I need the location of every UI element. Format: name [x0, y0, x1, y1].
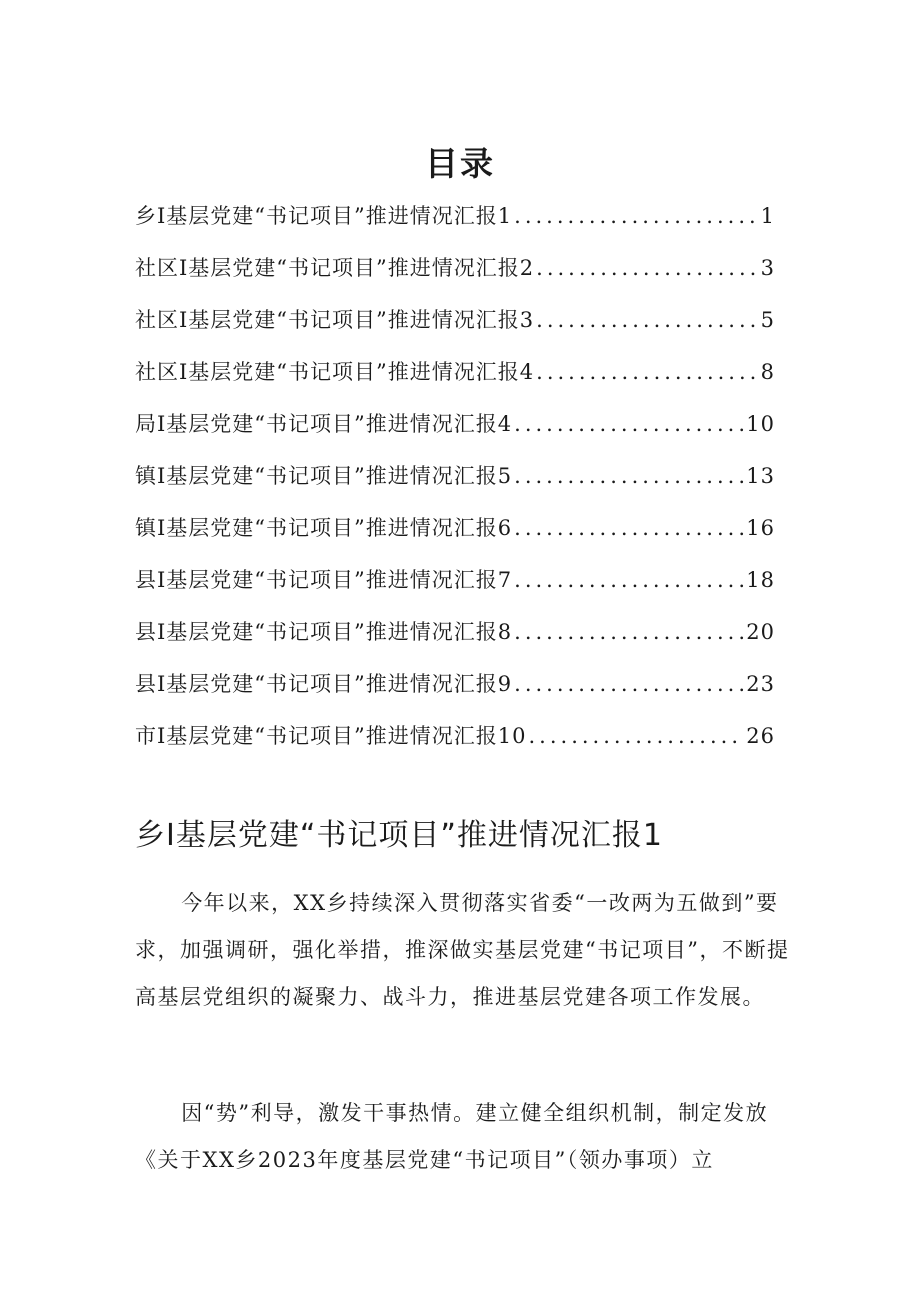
toc-entry-label: 社区Ⅰ基层党建“书记项目”推进情况汇报4 — [135, 360, 535, 384]
toc-entry-label: 县Ⅰ基层党建“书记项目”推进情况汇报9 — [135, 672, 513, 696]
toc-entry[interactable] — [135, 564, 775, 616]
toc-leader-dots — [514, 568, 744, 592]
toc-entry-page: 16 — [746, 516, 775, 540]
toc-entry-page: 5 — [760, 308, 775, 332]
toc-entry-label: 镇Ⅰ基层党建“书记项目”推进情况汇报5 — [135, 464, 513, 488]
body-paragraph-block — [135, 880, 795, 1021]
toc-entry[interactable] — [135, 408, 775, 460]
toc-entry-label: 县Ⅰ基层党建“书记项目”推进情况汇报8 — [135, 620, 513, 644]
toc-entry-page: 23 — [746, 672, 775, 696]
toc-entry[interactable] — [135, 668, 775, 720]
table-of-contents — [135, 200, 775, 772]
toc-leader-dots — [536, 308, 758, 332]
toc-entry[interactable] — [135, 304, 775, 356]
toc-leader-dots — [514, 672, 744, 696]
section-heading: 乡I基层党建“书记项目”推进情况汇报1 — [135, 818, 664, 853]
toc-entry-label: 社区Ⅰ基层党建“书记项目”推进情况汇报3 — [135, 308, 535, 332]
toc-leader-dots — [536, 360, 758, 384]
toc-entry-label: 乡Ⅰ基层党建“书记项目”推进情况汇报1 — [135, 204, 513, 228]
toc-entry-page: 26 — [746, 724, 775, 748]
toc-leader-dots — [514, 204, 758, 228]
toc-leader-dots — [514, 516, 744, 540]
toc-title: 目录 — [425, 144, 495, 183]
toc-entry-page: 3 — [760, 256, 775, 280]
toc-leader-dots — [529, 724, 745, 748]
toc-leader-dots — [514, 412, 744, 436]
toc-entry[interactable] — [135, 252, 775, 304]
toc-entry[interactable] — [135, 720, 775, 772]
toc-entry-label: 社区Ⅰ基层党建“书记项目”推进情况汇报2 — [135, 256, 535, 280]
toc-entry[interactable] — [135, 356, 775, 408]
toc-entry[interactable] — [135, 460, 775, 512]
toc-entry[interactable] — [135, 616, 775, 668]
toc-entry-page: 18 — [746, 568, 775, 592]
toc-entry-page: 10 — [746, 412, 775, 436]
toc-entry-page: 13 — [746, 464, 775, 488]
toc-leader-dots — [514, 464, 744, 488]
body-paragraph: 因“势”利导，激发干事热情。建立健全组织机制，制定发放《关于XX乡2023年度基层党建“书记项目”（领办事项）立 — [135, 1101, 769, 1172]
toc-entry-page: 20 — [746, 620, 775, 644]
toc-entry-label: 局Ⅰ基层党建“书记项目”推进情况汇报4 — [135, 412, 513, 436]
toc-entry-page: 1 — [760, 204, 775, 228]
toc-entry-label: 镇Ⅰ基层党建“书记项目”推进情况汇报6 — [135, 516, 513, 540]
toc-entry-label: 市Ⅰ基层党建“书记项目”推进情况汇报10 — [135, 724, 527, 748]
body-paragraph: 今年以来，XX乡持续深入贯彻落实省委“一改两为五做到”要求，加强调研，强化举措，推深做实基层党建“书记项目”，不断提高基层党组织的凝聚力、战斗力，推进基层党建各项工作发展。 — [135, 891, 790, 1009]
toc-leader-dots — [514, 620, 744, 644]
toc-entry-label: 县Ⅰ基层党建“书记项目”推进情况汇报7 — [135, 568, 513, 592]
body-paragraph-block — [135, 1090, 795, 1184]
toc-entry-page: 8 — [760, 360, 775, 384]
toc-leader-dots — [536, 256, 758, 280]
toc-entry[interactable] — [135, 200, 775, 252]
toc-entry[interactable] — [135, 512, 775, 564]
